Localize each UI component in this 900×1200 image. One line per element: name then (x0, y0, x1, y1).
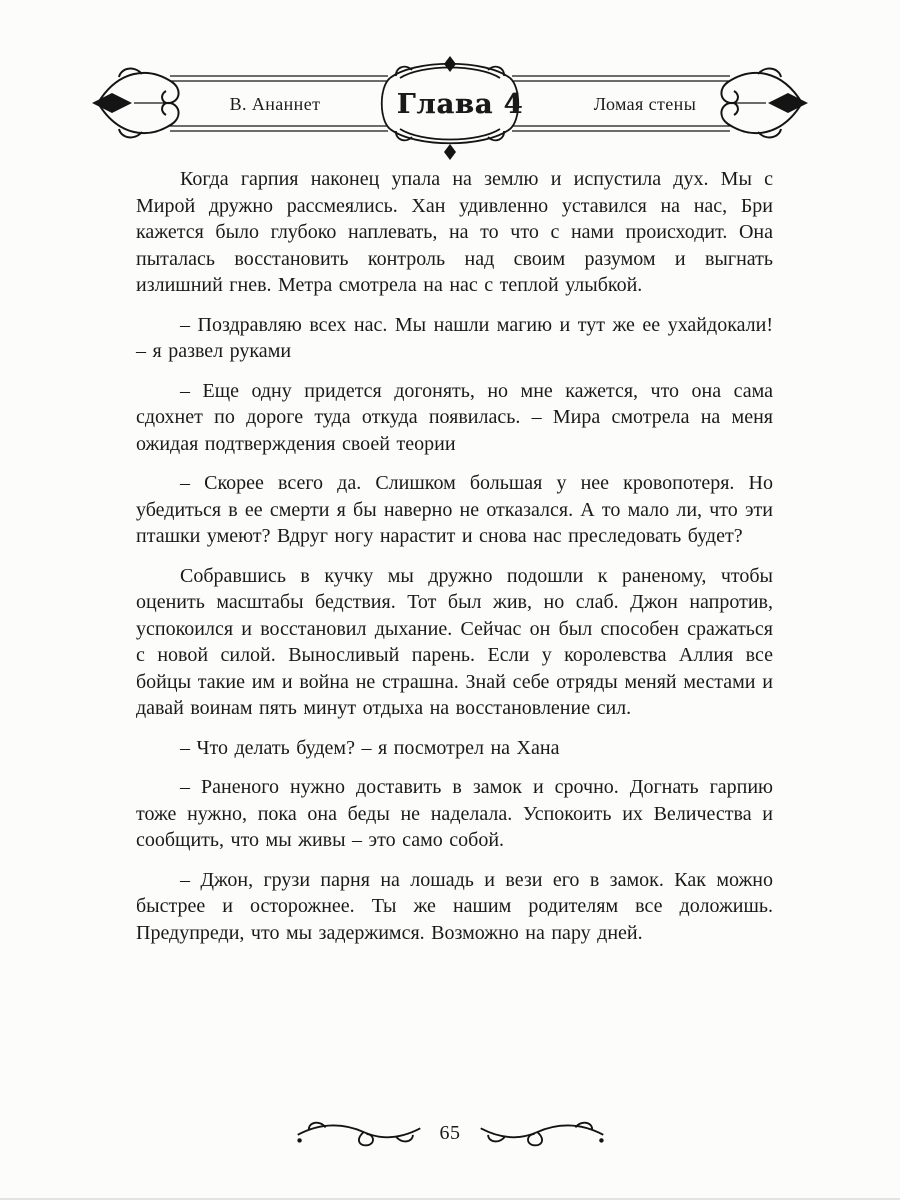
paragraph-2: – Поздравляю всех нас. Мы нашли магию и тут же ее ухайдокали! – я развел руками (136, 313, 773, 362)
footer-flourish-left-icon (294, 1118, 424, 1148)
paragraph-5: Собравшись в кучку мы дружно подошли к раненому, чтобы оценить масштабы бедствия. Тот был жив, но слаб. Джон напротив, успокоился и восстановил дыхание. Сейчас он был способен сражаться с новой силой. Выносливый парень. Если у королевства Аллия все бойцы такие им и война не страшна. Знай себе отряды меняй местами и давай воинам пять минут отдыха на восстановление сил. (136, 564, 773, 719)
running-section: Ломая стены (593, 93, 697, 114)
chapter-header (90, 56, 810, 166)
page-footer (0, 1118, 900, 1148)
chapter-title: Глава 4 (396, 88, 524, 120)
paragraph-7: – Раненого нужно доставить в замок и срочно. Догнать гарпию тоже нужно, пока она беды не наделала. Успокоить их Величества и сообщить, что мы живы – это само собой. (136, 776, 773, 851)
running-author: В. Ананнет (229, 93, 321, 114)
paragraph-3: – Еще одну придется догонять, но мне кажется, что она сама сдохнет по дороге туда откуда появилась. – Мира смотрела на меня ожидая подтверждения своей теории (136, 379, 773, 455)
page-number: 65 (439, 1121, 461, 1144)
paragraph-4: – Скорее всего да. Слишком большая у нее кровопотеря. Но убедиться в ее смерти я бы наверно не отказался. А то мало ли, что эти пташки умеют? Вдруг ногу нарастит и снова нас преследовать будет? (136, 472, 773, 547)
paragraph-8: – Джон, грузи парня на лошадь и вези его в замок. Как можно быстрее и осторожнее. Ты же нашим родителям все доложишь. Предупреди, что мы задержимся. Возможно на пару дней. (136, 868, 773, 944)
page-text (136, 166, 773, 959)
paragraph-1: Когда гарпия наконец упала на землю и испустила дух. Мы с Мирой дружно рассмеялись. Хан удивленно уставился на нас, Бри кажется было глубоко наплевать, на то что с нами происходит. Она пыталась восстановить контроль над своим разумом и выгнать излишний гнев. Метра смотрела на нас с теплой улыбкой. (136, 168, 773, 296)
running-head (90, 86, 810, 122)
footer-flourish-right-icon (477, 1118, 607, 1148)
paragraph-6: – Что делать будем? – я посмотрел на Хана (180, 736, 560, 759)
